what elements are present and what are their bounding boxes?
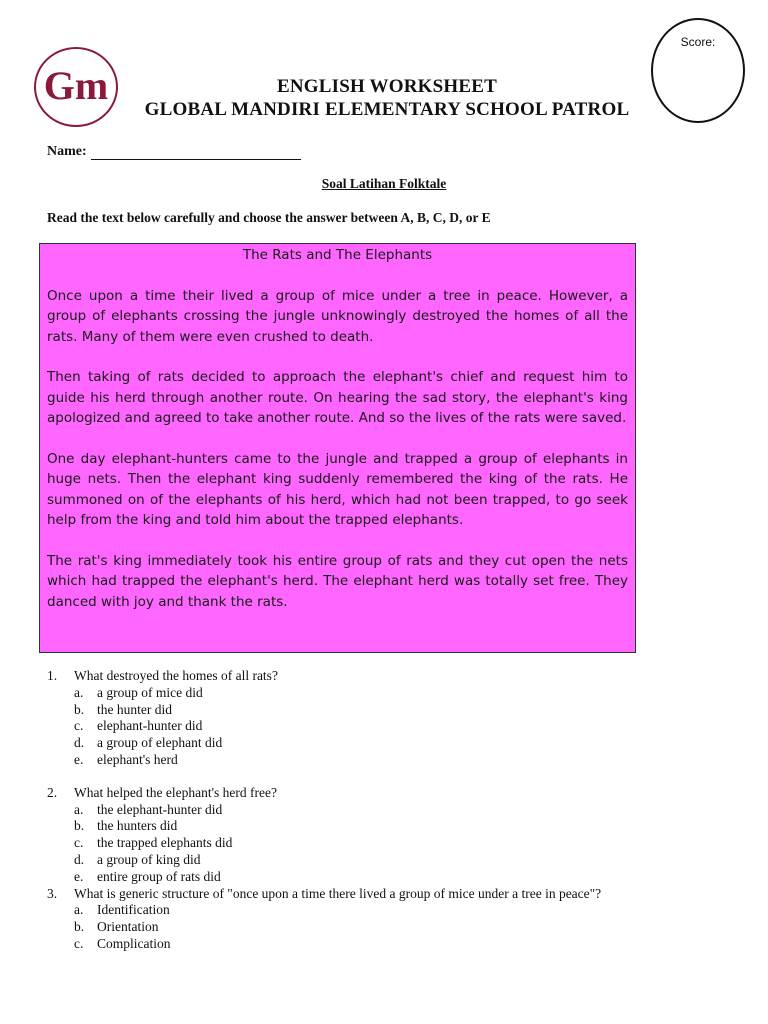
option-letter: d. [74,851,85,867]
question-text: What destroyed the homes of all rats? [74,668,278,683]
answer-option [74,735,737,752]
school-name: GLOBAL MANDIRI ELEMENTARY SCHOOL PATROL [144,99,630,120]
story-paragraph: Then taking of rats decided to approach the elephant's chief and request him to guide his herd through another route. On hearing the sad story, the elephant's king apologized and agreed to take another route. And so the lives of the rats were saved. [47,369,628,426]
option-letter: b. [74,919,85,935]
school-logo [34,47,118,127]
option-letter: e. [74,868,84,884]
answer-option [74,919,737,936]
option-letter: c. [74,935,84,951]
story-box [39,243,636,653]
option-letter: a. [74,801,84,817]
answer-option [74,818,737,835]
exercise-subtitle: Soal Latihan Folktale [321,176,447,191]
option-letter: c. [74,718,84,734]
answer-option [74,869,737,886]
spacer [47,769,737,785]
option-text: entire group of rats did [97,868,221,884]
answer-option [74,802,737,819]
option-text: Complication [97,935,171,951]
name-blank-line [91,145,301,160]
score-label: Score: [680,35,716,49]
option-letter: a. [74,902,84,918]
option-text: Identification [97,902,170,918]
answer-option [74,702,737,719]
option-text: elephant-hunter did [97,718,203,734]
option-text: Orientation [97,919,159,935]
question-1 [47,668,737,685]
answer-option [74,852,737,869]
option-letter: d. [74,735,85,751]
question-text: What is generic structure of "once upon a time there lived a group of mice under a tree in peace"? [74,885,602,901]
answer-option [74,752,737,769]
name-field [47,144,301,160]
option-letter: a. [74,684,84,700]
option-text: a group of mice did [97,684,203,700]
option-text: a group of elephant did [97,735,223,751]
answer-option [74,685,737,702]
question-list [47,668,737,953]
name-label: Name: [47,144,87,159]
option-text: a group of king did [97,851,201,867]
option-text: the trapped elephants did [97,835,233,851]
question-text: What helped the elephant's herd free? [74,784,277,800]
option-text: the hunter did [97,701,172,717]
option-letter: c. [74,835,84,851]
answer-option [74,718,737,735]
story-paragraph: The rat's king immediately took his entire group of rats and they cut open the nets which had trapped the elephant's herd. The elephant herd was totally set free. They danced with joy and thank the rats. [47,552,628,610]
story-paragraph: Once upon a time their lived a group of mice under a tree in peace. However, a group of elephants crossing the jungle unknowingly destroyed the homes of all the rats. Many of them were even crushed to death. [47,287,628,345]
option-text: the hunters did [97,818,178,834]
option-letter: b. [74,701,85,717]
score-circle [651,18,745,123]
answer-option [74,835,737,852]
option-letter: b. [74,818,85,834]
option-text: the elephant-hunter did [97,801,223,817]
logo-text: Gm [43,63,109,108]
option-letter: e. [74,751,84,767]
logo-emblem [36,49,116,125]
answer-option [74,902,737,919]
answer-option [74,936,737,953]
question-number: 2. [47,784,58,800]
story-title: The Rats and The Elephants [242,247,433,263]
instruction-text: Read the text below carefully and choose the answer between A, B, C, D, or E [47,210,491,225]
worksheet-title: ENGLISH WORKSHEET [276,76,498,97]
story-paragraph: One day elephant-hunters came to the jungle and trapped a group of elephants in huge nets. Then the elephant king suddenly remembered the king of the rats. He summoned on of the elephants of his herd, which had not been trapped, to go seek help from the king and told him about the trapped elephants. [47,450,628,528]
question-3 [47,886,737,903]
question-2 [47,785,737,802]
option-text: elephant's herd [97,751,178,767]
question-number: 1. [47,668,58,683]
question-number: 3. [47,885,58,901]
